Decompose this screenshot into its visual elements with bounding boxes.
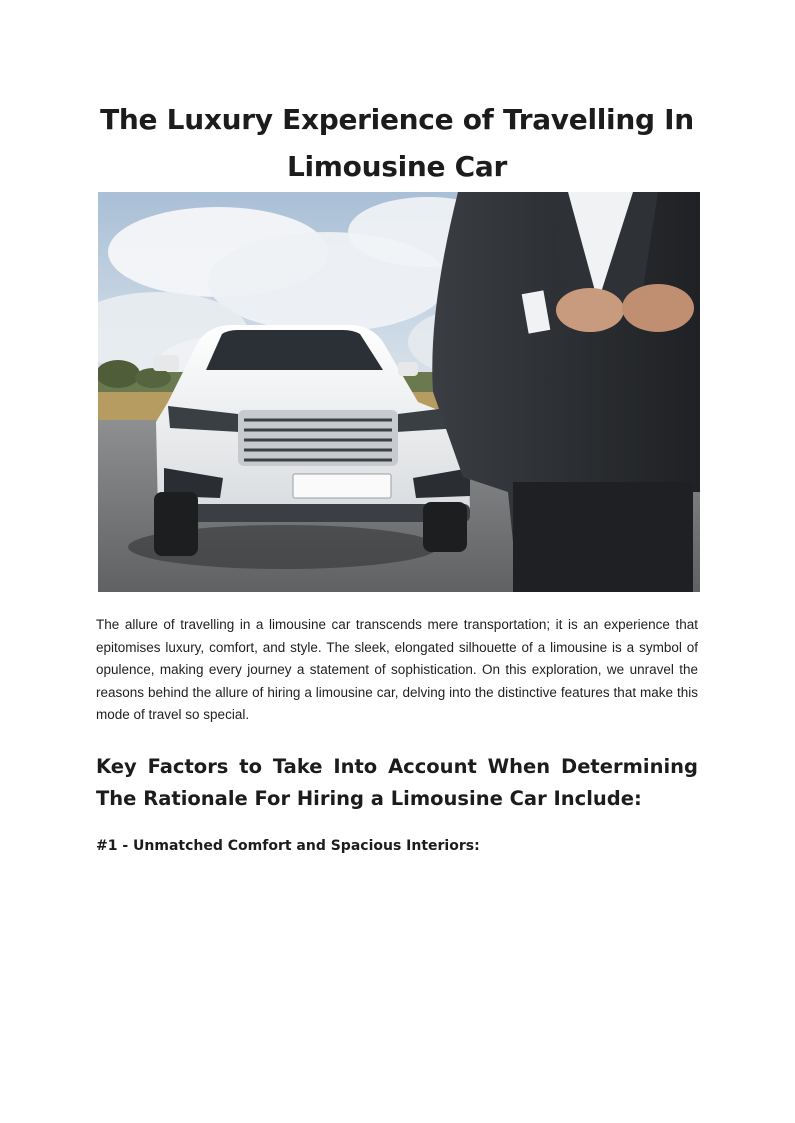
hero-image [98, 192, 700, 592]
photo-icon [98, 192, 700, 592]
subsection-heading: #1 - Unmatched Comfort and Spacious Interiors: [96, 838, 480, 854]
intro-paragraph: The allure of travelling in a limousine car transcends mere transportation; it is an experience that epitomises luxury, comfort, and style. The sleek, elongated silhouette of a limousine is a symbol of opulence, making every journey a statement of sophistication. On this exploration, we unravel the reasons behind the allure of hiring a limousine car, delving into the distinctive features that make this mode of travel so special. [96, 617, 698, 722]
section-heading: Key Factors to Take Into Account When Determining The Rationale For Hiring a Limousine Car Include: [96, 755, 698, 810]
page-title: The Luxury Experience of Travelling In Limousine Car [100, 103, 694, 183]
